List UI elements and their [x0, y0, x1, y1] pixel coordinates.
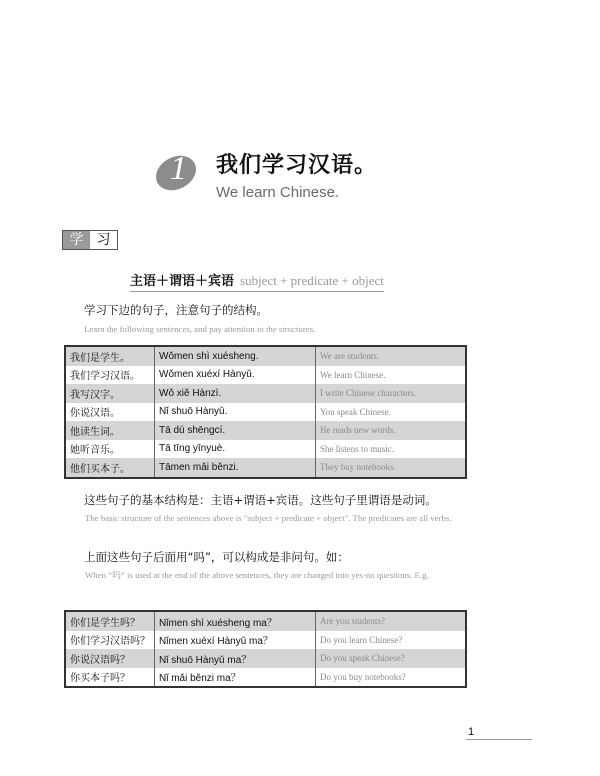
cell-hanzi: 我们学习汉语。 — [65, 366, 155, 385]
cell-pinyin: Wǒ xiě Hànzì. — [155, 384, 316, 403]
table-row — [65, 366, 466, 385]
example-sentences-table — [64, 345, 467, 479]
section-tab-char-2: 习 — [90, 231, 117, 249]
instruction-en: Learn the following sentences, and pay attention to the structures. — [84, 324, 316, 334]
cell-english: They buy notebooks. — [316, 458, 467, 478]
table-row — [65, 611, 466, 631]
cell-english: He reads new words. — [316, 421, 467, 440]
grammar-pattern-en: subject + predicate + object — [240, 273, 384, 288]
lesson-number: 1 — [170, 150, 187, 187]
question-sentences-table — [64, 610, 467, 688]
instruction-zh: 学习下边的句子，注意句子的结构。 — [84, 303, 268, 317]
cell-pinyin: Nǐ shuō Hànyǔ ma？ — [155, 649, 316, 668]
lesson-subtitle: We learn Chinese. — [216, 184, 340, 201]
cell-hanzi: 你买本子吗？ — [65, 668, 155, 688]
cell-hanzi: 你说汉语吗？ — [65, 649, 155, 668]
section-tab — [62, 230, 118, 250]
cell-english: We learn Chinese. — [316, 366, 467, 385]
table-row — [65, 384, 466, 403]
table-row — [65, 440, 466, 459]
cell-pinyin: Wǒmen shì xuésheng. — [155, 346, 316, 366]
table-row — [65, 458, 466, 478]
explanation-structure-zh: 这些句子的基本结构是：主语+谓语+宾语。这些句子里谓语是动词。 — [84, 493, 437, 507]
cell-english: I write Chinese characters. — [316, 384, 467, 403]
table-row — [65, 403, 466, 422]
lesson-number-badge — [154, 144, 202, 192]
table-row — [65, 649, 466, 668]
cell-english: She listens to music. — [316, 440, 467, 459]
grammar-pattern — [130, 270, 384, 292]
cell-english: Do you speak Chinese? — [316, 649, 467, 668]
cell-pinyin: Wǒmen xuéxí Hànyǔ. — [155, 366, 316, 385]
cell-hanzi: 你说汉语。 — [65, 403, 155, 422]
cell-pinyin: Tā tīng yīnyuè. — [155, 440, 316, 459]
table-row — [65, 346, 466, 366]
explanation-structure-en: The basic structure of the sentences above is "subject + predicate + object". The predicates are all verbs. — [85, 513, 452, 523]
cell-english: We are students. — [316, 346, 467, 366]
explanation-question-zh: 上面这些句子后面用“吗”，可以构成是非问句。如： — [84, 550, 349, 564]
cell-pinyin: Nǐmen shì xuésheng ma？ — [155, 611, 316, 631]
cell-pinyin: Tā dú shēngcí. — [155, 421, 316, 440]
cell-english: Do you buy notebooks? — [316, 668, 467, 688]
cell-pinyin: Tāmen mǎi běnzi. — [155, 458, 316, 478]
cell-hanzi: 他读生词。 — [65, 421, 155, 440]
lesson-title: 我们学习汉语。 — [216, 153, 378, 178]
cell-hanzi: 我们是学生。 — [65, 346, 155, 366]
table-row — [65, 668, 466, 688]
page-number-rule — [466, 739, 532, 740]
cell-hanzi: 你们是学生吗？ — [65, 611, 155, 631]
table-row — [65, 421, 466, 440]
cell-hanzi: 他们买本子。 — [65, 458, 155, 478]
cell-english: Are you students? — [316, 611, 467, 631]
cell-hanzi: 她听音乐。 — [65, 440, 155, 459]
explanation-question-en: When “吗” is used at the end of the above sentences, they are changed into yes-no questions. E.g. — [85, 570, 429, 580]
cell-hanzi: 你们学习汉语吗？ — [65, 631, 155, 650]
page-number: 1 — [468, 726, 475, 738]
cell-hanzi: 我写汉字。 — [65, 384, 155, 403]
table-row — [65, 631, 466, 650]
section-tab-char-1: 学 — [63, 231, 90, 249]
cell-pinyin: Nǐmen xuéxí Hànyǔ ma？ — [155, 631, 316, 650]
grammar-pattern-zh: 主语＋谓语＋宾语 — [130, 274, 235, 289]
cell-english: Do you learn Chinese? — [316, 631, 467, 650]
cell-pinyin: Nǐ mǎi běnzi ma？ — [155, 668, 316, 688]
cell-pinyin: Nǐ shuō Hànyǔ. — [155, 403, 316, 422]
cell-english: You speak Chinese. — [316, 403, 467, 422]
